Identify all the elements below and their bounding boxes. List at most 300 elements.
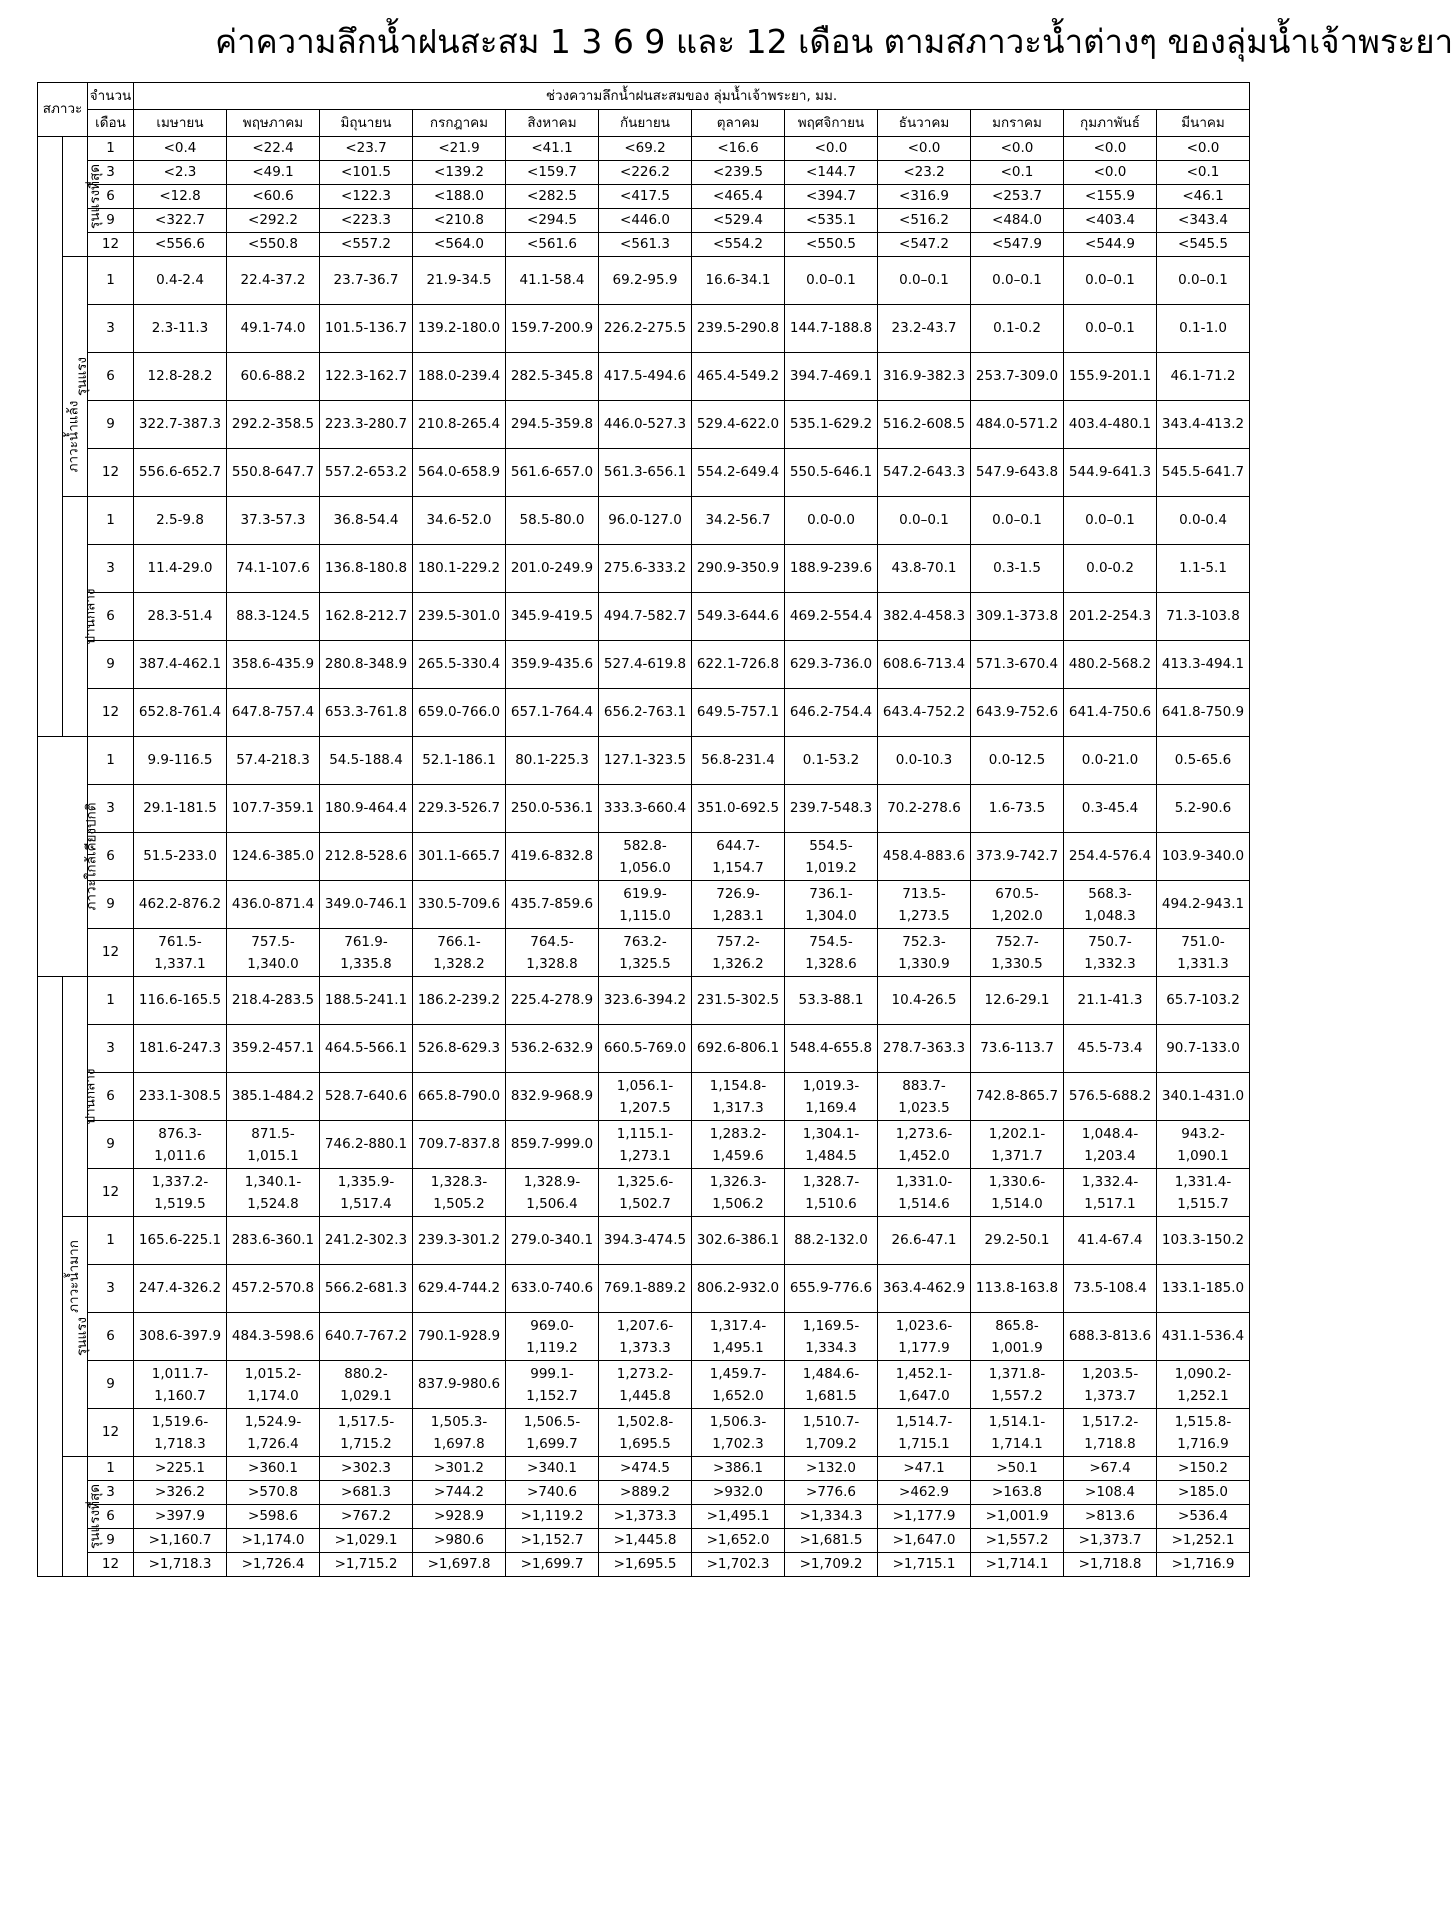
- value-cell: 88.2-132.0: [785, 1217, 878, 1265]
- severity-label: [63, 137, 103, 257]
- table-row: [38, 593, 1250, 641]
- value-cell: [878, 1313, 971, 1361]
- value-cell: <535.1: [785, 209, 878, 233]
- month-count-cell: 9: [88, 209, 134, 233]
- value-line: 1,371.7: [991, 1147, 1043, 1164]
- month-count-cell: 3: [88, 1025, 134, 1073]
- value-line: 1,517.2-: [1081, 1413, 1139, 1430]
- month-header: พฤศจิกายน: [785, 110, 878, 137]
- value-cell: 746.2-880.1: [320, 1121, 413, 1169]
- value-line: 1,207.6-: [616, 1317, 674, 1334]
- value-cell: 832.9-968.9: [506, 1073, 599, 1121]
- value-cell: [599, 1409, 692, 1457]
- value-cell: >1,716.9: [1157, 1553, 1250, 1577]
- condition-group-label: [38, 737, 100, 977]
- value-cell: 494.7-582.7: [599, 593, 692, 641]
- value-cell: 239.5-290.8: [692, 305, 785, 353]
- value-cell: [506, 1361, 599, 1409]
- value-cell: [971, 929, 1064, 977]
- value-cell: [134, 1121, 227, 1169]
- value-cell: 201.2-254.3: [1064, 593, 1157, 641]
- value-line: 1,325.5: [619, 955, 671, 972]
- month-count-cell: 6: [88, 833, 134, 881]
- value-cell: [227, 1361, 320, 1409]
- value-cell: 382.4-458.3: [878, 593, 971, 641]
- value-cell: 65.7-103.2: [1157, 977, 1250, 1025]
- value-cell: <69.2: [599, 137, 692, 161]
- value-cell: [971, 1313, 1064, 1361]
- value-line: 1,452.1-: [895, 1365, 953, 1382]
- value-cell: [692, 1121, 785, 1169]
- value-cell: >1,647.0: [878, 1529, 971, 1553]
- value-cell: 480.2-568.2: [1064, 641, 1157, 689]
- value-cell: [878, 1409, 971, 1457]
- value-cell: 413.3-494.1: [1157, 641, 1250, 689]
- month-header: ธันวาคม: [878, 110, 971, 137]
- value-line: 750.7-: [1088, 933, 1132, 950]
- condition-group-text: ภาวะน้ำแล้ง: [65, 400, 82, 473]
- value-cell: 103.3-150.2: [1157, 1217, 1250, 1265]
- value-cell: 225.4-278.9: [506, 977, 599, 1025]
- value-cell: >1,699.7: [506, 1553, 599, 1577]
- value-line: 1,484.6-: [802, 1365, 860, 1382]
- month-header: พฤษภาคม: [227, 110, 320, 137]
- value-cell: 417.5-494.6: [599, 353, 692, 401]
- value-cell: 359.2-457.1: [227, 1025, 320, 1073]
- value-cell: >1,714.1: [971, 1553, 1064, 1577]
- month-count-cell: 3: [88, 1481, 134, 1505]
- value-line: 1,524.8: [247, 1195, 299, 1212]
- value-line: 1,056.0: [619, 859, 671, 876]
- value-cell: <22.4: [227, 137, 320, 161]
- value-cell: [878, 1121, 971, 1169]
- value-line: 1,331.3: [1177, 955, 1229, 972]
- severity-label: [63, 497, 99, 737]
- value-cell: 218.4-283.5: [227, 977, 320, 1025]
- value-cell: 640.7-767.2: [320, 1313, 413, 1361]
- value-cell: >1,373.7: [1064, 1529, 1157, 1553]
- value-line: 1,524.9-: [244, 1413, 302, 1430]
- value-line: 1,557.2: [991, 1387, 1043, 1404]
- value-line: 1,317.4-: [709, 1317, 767, 1334]
- month-header: มกราคม: [971, 110, 1064, 137]
- value-cell: [692, 833, 785, 881]
- value-cell: >47.1: [878, 1457, 971, 1481]
- table-row: [38, 401, 1250, 449]
- value-cell: >1,695.5: [599, 1553, 692, 1577]
- value-cell: 239.3-301.2: [413, 1217, 506, 1265]
- value-line: 1,326.2: [712, 955, 764, 972]
- value-cell: 656.2-763.1: [599, 689, 692, 737]
- value-cell: 294.5-359.8: [506, 401, 599, 449]
- value-line: 1,019.3-: [802, 1077, 860, 1094]
- value-cell: 309.1-373.8: [971, 593, 1064, 641]
- value-cell: >1,557.2: [971, 1529, 1064, 1553]
- value-cell: 23.2-43.7: [878, 305, 971, 353]
- value-cell: >1,715.1: [878, 1553, 971, 1577]
- value-cell: 692.6-806.1: [692, 1025, 785, 1073]
- value-cell: 550.5-646.1: [785, 449, 878, 497]
- severity-label: [63, 977, 99, 1217]
- value-cell: [1064, 881, 1157, 929]
- value-cell: <23.7: [320, 137, 413, 161]
- value-cell: [692, 1169, 785, 1217]
- value-line: 1,510.6: [805, 1195, 857, 1212]
- value-line: 764.5-: [530, 933, 574, 950]
- value-line: 736.1-: [809, 885, 853, 902]
- table-row: [38, 1217, 1250, 1265]
- value-cell: 54.5-188.4: [320, 737, 413, 785]
- value-cell: 363.4-462.9: [878, 1265, 971, 1313]
- value-cell: 247.4-326.2: [134, 1265, 227, 1313]
- value-cell: 210.8-265.4: [413, 401, 506, 449]
- value-cell: 688.3-813.6: [1064, 1313, 1157, 1361]
- value-cell: [785, 1121, 878, 1169]
- value-cell: 349.0-746.1: [320, 881, 413, 929]
- value-line: 1,337.2-: [151, 1173, 209, 1190]
- month-header: ตุลาคม: [692, 110, 785, 137]
- value-cell: 103.9-340.0: [1157, 833, 1250, 881]
- value-cell: [320, 1361, 413, 1409]
- value-cell: 90.7-133.0: [1157, 1025, 1250, 1073]
- value-line: 1,090.2-: [1174, 1365, 1232, 1382]
- value-cell: 49.1-74.0: [227, 305, 320, 353]
- value-cell: [785, 1361, 878, 1409]
- value-cell: 101.5-136.7: [320, 305, 413, 353]
- value-cell: 769.1-889.2: [599, 1265, 692, 1313]
- value-line: 1,718.8: [1084, 1435, 1136, 1452]
- value-cell: 359.9-435.6: [506, 641, 599, 689]
- value-cell: 526.8-629.3: [413, 1025, 506, 1073]
- table-row: [38, 1529, 1250, 1553]
- value-cell: 566.2-681.3: [320, 1265, 413, 1313]
- value-cell: 226.2-275.5: [599, 305, 692, 353]
- value-cell: [1064, 929, 1157, 977]
- value-cell: <282.5: [506, 185, 599, 209]
- value-cell: >1,652.0: [692, 1529, 785, 1553]
- value-cell: <446.0: [599, 209, 692, 233]
- severity-label: [63, 1457, 103, 1577]
- value-cell: 73.5-108.4: [1064, 1265, 1157, 1313]
- value-cell: 373.9-742.7: [971, 833, 1064, 881]
- value-cell: 253.7-309.0: [971, 353, 1064, 401]
- value-line: 1,174.0: [247, 1387, 299, 1404]
- value-cell: >1,001.9: [971, 1505, 1064, 1529]
- value-cell: >928.9: [413, 1505, 506, 1529]
- value-cell: 22.4-37.2: [227, 257, 320, 305]
- value-cell: 0.3-1.5: [971, 545, 1064, 593]
- value-cell: 1.1-5.1: [1157, 545, 1250, 593]
- value-cell: 58.5-80.0: [506, 497, 599, 545]
- page-title: ค่าความลึกน้ำฝนสะสม 1 3 6 9 และ 12 เดือน ตามสภาวะน้ำต่างๆ ของลุ่มน้ำเจ้าพระยา: [215, 22, 1453, 61]
- table-row: [38, 233, 1250, 257]
- value-line: 1,154.8-: [709, 1077, 767, 1094]
- value-line: 1,340.1-: [244, 1173, 302, 1190]
- value-cell: >1,718.3: [134, 1553, 227, 1577]
- num-months-header-line2: เดือน: [88, 110, 134, 137]
- value-cell: [692, 1073, 785, 1121]
- value-cell: 0.0–0.1: [1064, 257, 1157, 305]
- value-cell: 308.6-397.9: [134, 1313, 227, 1361]
- value-cell: <484.0: [971, 209, 1064, 233]
- value-cell: >326.2: [134, 1481, 227, 1505]
- value-line: 670.5-: [995, 885, 1039, 902]
- value-line: 1,169.4: [805, 1099, 857, 1116]
- value-cell: 43.8-70.1: [878, 545, 971, 593]
- value-cell: 250.0-536.1: [506, 785, 599, 833]
- month-count-cell: 1: [88, 1217, 134, 1265]
- value-cell: 419.6-832.8: [506, 833, 599, 881]
- value-cell: [134, 1169, 227, 1217]
- value-cell: [878, 1073, 971, 1121]
- value-line: 726.9-: [716, 885, 760, 902]
- value-cell: [692, 929, 785, 977]
- table-row: [38, 1073, 1250, 1121]
- value-cell: 0.0–0.1: [971, 497, 1064, 545]
- value-cell: >598.6: [227, 1505, 320, 1529]
- value-cell: 69.2-95.9: [599, 257, 692, 305]
- value-line: 1,328.6: [805, 955, 857, 972]
- value-cell: 0.0-10.3: [878, 737, 971, 785]
- table-row: [38, 641, 1250, 689]
- value-line: 1,716.9: [1177, 1435, 1229, 1452]
- month-count-cell: 12: [88, 233, 134, 257]
- value-cell: <2.3: [134, 161, 227, 185]
- value-cell: [1157, 1121, 1250, 1169]
- value-cell: <60.6: [227, 185, 320, 209]
- value-cell: [599, 929, 692, 977]
- value-cell: <0.0: [878, 137, 971, 161]
- value-cell: 165.6-225.1: [134, 1217, 227, 1265]
- value-cell: 622.1-726.8: [692, 641, 785, 689]
- value-cell: >67.4: [1064, 1457, 1157, 1481]
- value-line: 1,203.5-: [1081, 1365, 1139, 1382]
- value-cell: [1157, 929, 1250, 977]
- value-cell: <210.8: [413, 209, 506, 233]
- value-cell: 239.5-301.0: [413, 593, 506, 641]
- value-cell: >1,334.3: [785, 1505, 878, 1529]
- value-cell: >150.2: [1157, 1457, 1250, 1481]
- table-row: [38, 353, 1250, 401]
- value-line: 1,515.8-: [1174, 1413, 1232, 1430]
- month-count-cell: 12: [88, 929, 134, 977]
- value-line: 1,340.0: [247, 955, 299, 972]
- value-cell: [506, 1409, 599, 1457]
- value-cell: 629.4-744.2: [413, 1265, 506, 1313]
- month-count-cell: 3: [88, 545, 134, 593]
- value-line: 1,202.1-: [988, 1125, 1046, 1142]
- value-cell: 116.6-165.5: [134, 977, 227, 1025]
- value-cell: 547.9-643.8: [971, 449, 1064, 497]
- value-cell: [413, 929, 506, 977]
- value-cell: [785, 1169, 878, 1217]
- value-cell: [785, 1409, 878, 1457]
- value-line: 1,090.1: [1177, 1147, 1229, 1164]
- month-count-cell: 3: [88, 161, 134, 185]
- value-cell: [227, 1121, 320, 1169]
- value-cell: 21.9-34.5: [413, 257, 506, 305]
- value-cell: >889.2: [599, 1481, 692, 1505]
- month-header: สิงหาคม: [506, 110, 599, 137]
- value-cell: 265.5-330.4: [413, 641, 506, 689]
- value-cell: [599, 1361, 692, 1409]
- value-cell: <550.5: [785, 233, 878, 257]
- value-cell: <529.4: [692, 209, 785, 233]
- value-cell: 12.6-29.1: [971, 977, 1064, 1025]
- value-cell: [599, 881, 692, 929]
- value-cell: 333.3-660.4: [599, 785, 692, 833]
- value-line: 1,169.5-: [802, 1317, 860, 1334]
- value-cell: 124.6-385.0: [227, 833, 320, 881]
- value-cell: <41.1: [506, 137, 599, 161]
- value-cell: <403.4: [1064, 209, 1157, 233]
- value-cell: >1,174.0: [227, 1529, 320, 1553]
- value-cell: 564.0-658.9: [413, 449, 506, 497]
- month-count-cell: 6: [88, 1073, 134, 1121]
- value-cell: >1,152.7: [506, 1529, 599, 1553]
- value-cell: >386.1: [692, 1457, 785, 1481]
- value-cell: [599, 1073, 692, 1121]
- value-cell: 462.2-876.2: [134, 881, 227, 929]
- table-row: [38, 1121, 1250, 1169]
- value-cell: >767.2: [320, 1505, 413, 1529]
- value-line: 1,325.6-: [616, 1173, 674, 1190]
- value-cell: [971, 1409, 1064, 1457]
- value-cell: 0.1-53.2: [785, 737, 878, 785]
- value-cell: 535.1-629.2: [785, 401, 878, 449]
- value-cell: <223.3: [320, 209, 413, 233]
- value-cell: >1,702.3: [692, 1553, 785, 1577]
- table-row: [38, 785, 1250, 833]
- month-count-cell: 6: [88, 185, 134, 209]
- month-count-cell: 1: [88, 737, 134, 785]
- value-cell: 188.0-239.4: [413, 353, 506, 401]
- condition-header: สภาวะ: [38, 83, 88, 137]
- value-cell: [599, 1121, 692, 1169]
- month-count-cell: 1: [88, 977, 134, 1025]
- value-cell: [506, 929, 599, 977]
- value-line: 1,726.4: [247, 1435, 299, 1452]
- table-row: [38, 1313, 1250, 1361]
- value-cell: 458.4-883.6: [878, 833, 971, 881]
- value-cell: [227, 1169, 320, 1217]
- value-line: 1,328.3-: [430, 1173, 488, 1190]
- month-count-cell: 9: [88, 1529, 134, 1553]
- value-line: 1,506.5-: [523, 1413, 581, 1430]
- table-row: [38, 257, 1250, 305]
- value-cell: >1,718.8: [1064, 1553, 1157, 1577]
- value-line: 1,506.3-: [709, 1413, 767, 1430]
- value-cell: 41.4-67.4: [1064, 1217, 1157, 1265]
- value-cell: 229.3-526.7: [413, 785, 506, 833]
- value-cell: 122.3-162.7: [320, 353, 413, 401]
- value-cell: 0.0-0.2: [1064, 545, 1157, 593]
- value-cell: 0.0–0.1: [1157, 257, 1250, 305]
- value-cell: 358.6-435.9: [227, 641, 320, 689]
- value-cell: [134, 929, 227, 977]
- value-cell: 457.2-570.8: [227, 1265, 320, 1313]
- value-cell: 283.6-360.1: [227, 1217, 320, 1265]
- value-cell: 0.1-0.2: [971, 305, 1064, 353]
- value-cell: 0.0–0.1: [878, 497, 971, 545]
- value-cell: 646.2-754.4: [785, 689, 878, 737]
- value-cell: 571.3-670.4: [971, 641, 1064, 689]
- value-cell: 859.7-999.0: [506, 1121, 599, 1169]
- table-row: [38, 833, 1250, 881]
- value-cell: >570.8: [227, 1481, 320, 1505]
- month-count-cell: 3: [88, 785, 134, 833]
- value-line: 751.0-: [1181, 933, 1225, 950]
- value-line: 1,332.3: [1084, 955, 1136, 972]
- value-cell: 29.1-181.5: [134, 785, 227, 833]
- value-line: 1,681.5: [805, 1387, 857, 1404]
- value-cell: 608.6-713.4: [878, 641, 971, 689]
- value-cell: [599, 833, 692, 881]
- table-row: [38, 1025, 1250, 1073]
- value-cell: <554.2: [692, 233, 785, 257]
- value-cell: 71.3-103.8: [1157, 593, 1250, 641]
- value-line: 1,334.3: [805, 1339, 857, 1356]
- month-header: กันยายน: [599, 110, 692, 137]
- value-cell: [785, 1073, 878, 1121]
- value-cell: 633.0-740.6: [506, 1265, 599, 1313]
- value-cell: [878, 929, 971, 977]
- value-cell: 188.9-239.6: [785, 545, 878, 593]
- value-cell: <226.2: [599, 161, 692, 185]
- value-cell: 0.0–0.1: [1064, 497, 1157, 545]
- value-line: 1,647.0: [898, 1387, 950, 1404]
- value-cell: >225.1: [134, 1457, 227, 1481]
- month-count-cell: 6: [88, 353, 134, 401]
- value-cell: 351.0-692.5: [692, 785, 785, 833]
- value-line: 1,328.7-: [802, 1173, 860, 1190]
- value-cell: 60.6-88.2: [227, 353, 320, 401]
- value-cell: 159.7-200.9: [506, 305, 599, 353]
- value-cell: 301.1-665.7: [413, 833, 506, 881]
- value-cell: >744.2: [413, 1481, 506, 1505]
- value-cell: 649.5-757.1: [692, 689, 785, 737]
- value-line: 1,015.1: [247, 1147, 299, 1164]
- value-line: 766.1-: [437, 933, 481, 950]
- value-cell: 2.5-9.8: [134, 497, 227, 545]
- value-cell: >1,495.1: [692, 1505, 785, 1529]
- month-count-cell: 1: [88, 137, 134, 161]
- value-cell: [878, 881, 971, 929]
- value-cell: >932.0: [692, 1481, 785, 1505]
- value-cell: 80.1-225.3: [506, 737, 599, 785]
- value-line: 1,371.8-: [988, 1365, 1046, 1382]
- value-cell: 139.2-180.0: [413, 305, 506, 353]
- value-cell: [1064, 1121, 1157, 1169]
- value-cell: >1,119.2: [506, 1505, 599, 1529]
- month-count-cell: 9: [88, 401, 134, 449]
- value-cell: <292.2: [227, 209, 320, 233]
- value-cell: [413, 1169, 506, 1217]
- value-cell: <12.8: [134, 185, 227, 209]
- value-cell: <322.7: [134, 209, 227, 233]
- value-cell: [227, 1409, 320, 1457]
- value-cell: [320, 929, 413, 977]
- value-cell: <23.2: [878, 161, 971, 185]
- value-line: 1,328.8: [526, 955, 578, 972]
- value-cell: 52.1-186.1: [413, 737, 506, 785]
- value-line: 1,445.8: [619, 1387, 671, 1404]
- value-cell: <0.0: [785, 137, 878, 161]
- value-line: 1,015.2-: [244, 1365, 302, 1382]
- value-cell: [1157, 1169, 1250, 1217]
- value-cell: 57.4-218.3: [227, 737, 320, 785]
- condition-group-label: [38, 137, 82, 737]
